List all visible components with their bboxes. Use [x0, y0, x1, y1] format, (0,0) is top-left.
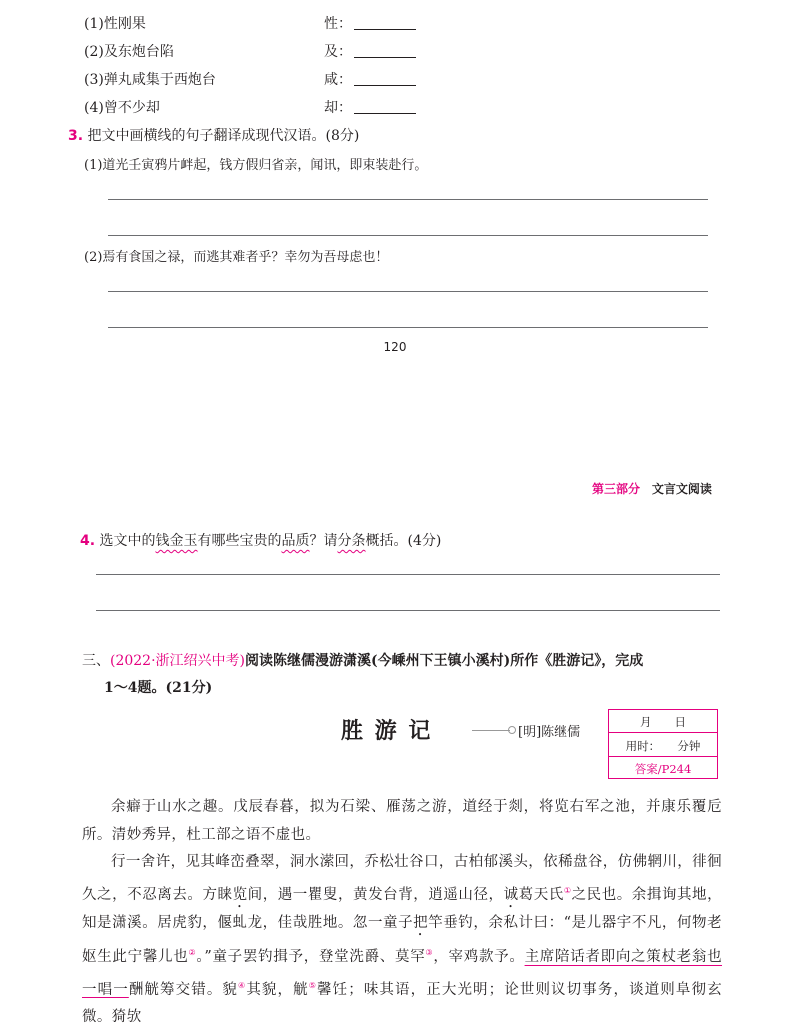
info-divider: [609, 732, 717, 733]
footnote-1: ①: [563, 885, 572, 895]
paragraph-text: 葛天氏: [518, 886, 564, 903]
item-3-text: (3)弹丸咸集于西炮台: [84, 72, 216, 88]
footnote-3: ③: [425, 948, 434, 958]
section3-intro-text: 阅读陈继儒漫游潇溪(今嵊州下王镇小溪村)所作《胜游记》，完成: [245, 653, 644, 669]
answer-4-label: 却：: [324, 100, 352, 116]
question-4-number: 4.: [80, 533, 96, 549]
answer-3: [324, 69, 416, 89]
question-4: [80, 530, 441, 550]
question-3-sub2: (2)焉有食国之禄，而逃其难者乎？幸勿为吾母虑也！: [84, 250, 389, 265]
question-4-text: 选文中的: [99, 533, 156, 549]
answer-2-blank[interactable]: [354, 43, 416, 58]
article-author: [明]陈继儒: [518, 725, 581, 740]
question-4-text: 有哪些宝贵的: [197, 533, 282, 549]
paragraph-text: 其貌，觥: [246, 981, 309, 998]
section3-intro-line2: 1～4题。(21分): [104, 680, 213, 696]
item-1-text: (1)性刚果: [84, 16, 146, 32]
answer-line[interactable]: [108, 199, 708, 200]
question-4-keyword-name: 钱金玉: [155, 533, 198, 549]
question-3-number: 3.: [68, 128, 84, 144]
section3-source: (2022·浙江绍兴中考): [110, 653, 246, 669]
answer-1-label: 性：: [324, 16, 352, 32]
emphasis-dot: 把: [413, 915, 429, 932]
article-title: 胜 游 记: [341, 718, 433, 744]
item-4: [84, 97, 160, 117]
item-4-text: (4)曾不少却: [84, 100, 160, 116]
answer-3-blank[interactable]: [354, 71, 416, 86]
item-3: [84, 69, 216, 89]
question-4-text: 概括。(4分): [365, 533, 442, 549]
question-3: [68, 125, 359, 145]
item-2: [84, 41, 174, 61]
emphasis-dot: 诚: [503, 886, 519, 903]
answer-line[interactable]: [108, 291, 708, 292]
answer-line[interactable]: [108, 235, 708, 236]
footnote-4: ④: [238, 980, 247, 990]
page-number: 120: [383, 340, 407, 354]
paragraph-text: 。”童子罢钓揖予，登堂洗爵、莫罕: [196, 949, 426, 966]
answer-4-blank[interactable]: [354, 99, 416, 114]
paragraph-text: 之民也。余揖询其地，知是潇溪。居虎豹，偃虬龙，佳哉胜地。忽一童子: [82, 886, 722, 932]
paragraph-text: ，宰鸡款予。: [433, 949, 525, 966]
answer-line[interactable]: [96, 610, 720, 611]
paragraph-text: 间，遇一瞿叟，黄发台背，逍遥山径，: [247, 886, 504, 903]
section-header: [592, 480, 712, 497]
article-paragraph-1: 余癖于山水之趣。戊辰春暮，拟为石梁、雁荡之游，道经于剡，将览右军之池，并康乐覆卮所。清妙秀异，杜工部之语不虚也。: [82, 799, 722, 843]
answer-1-blank[interactable]: [354, 15, 416, 30]
item-1: [84, 13, 146, 33]
author-dot-icon: [508, 726, 516, 734]
question-4-keyword-quality: 品质: [281, 533, 310, 549]
answer-4: [324, 97, 416, 117]
answer-line[interactable]: [96, 574, 720, 575]
item-2-text: (2)及东炮台陷: [84, 44, 174, 60]
answer-3-label: 咸：: [324, 72, 352, 88]
info-time: 用时： 分钟: [625, 739, 701, 753]
underlined-sentence: 主席陪话者即向之策杖老翁也一唱一: [82, 949, 723, 998]
question-3-prompt: 把文中画横线的句子翻译成现代汉语。(8分): [87, 128, 360, 144]
info-divider: [609, 756, 717, 757]
info-date: 月 日: [640, 715, 686, 729]
section3-intro: [82, 650, 643, 670]
info-box: [608, 709, 718, 779]
question-3-sub1: (1)道光壬寅鸦片衅起，钱方假归省亲，闻讯，即束装赴行。: [84, 158, 428, 173]
question-4-keyword-fen: 分条: [337, 533, 366, 549]
paragraph-text: 酬觥筹交错。貌: [128, 981, 239, 998]
section3-prefix: 三、: [82, 653, 110, 669]
paragraph-text: 竿垂钓，余私计曰：“是儿器宇不凡，何物老妪生此宁馨儿也: [82, 915, 722, 966]
answer-line[interactable]: [108, 327, 708, 328]
author-dash: [472, 730, 510, 731]
answer-2-label: 及：: [324, 44, 352, 60]
emphasis-dot: 览: [232, 886, 248, 903]
question-4-text: ？请: [309, 533, 338, 549]
info-answer-ref: 答案/P244: [634, 762, 692, 776]
answer-2: [324, 41, 416, 61]
section-part: 第三部分: [592, 482, 641, 496]
section-title: 文言文阅读: [651, 482, 712, 496]
answer-1: [324, 13, 416, 33]
footnote-5: ⑤: [308, 980, 318, 990]
article-paragraph-2: [82, 849, 722, 1031]
paragraph-text: 行一舍许，见其峰峦叠翠，洞水潆回，乔松壮谷口，古柏郁溪头，依稀盘谷，仿佛辋川，徘徊久之，不忍离去。方睐: [82, 854, 722, 903]
footnote-2: ②: [188, 948, 197, 958]
paragraph-text: 馨饪；味其语，正大光明；论世则议切事务，谈道则阜彻玄微。猗欤: [82, 981, 722, 1025]
